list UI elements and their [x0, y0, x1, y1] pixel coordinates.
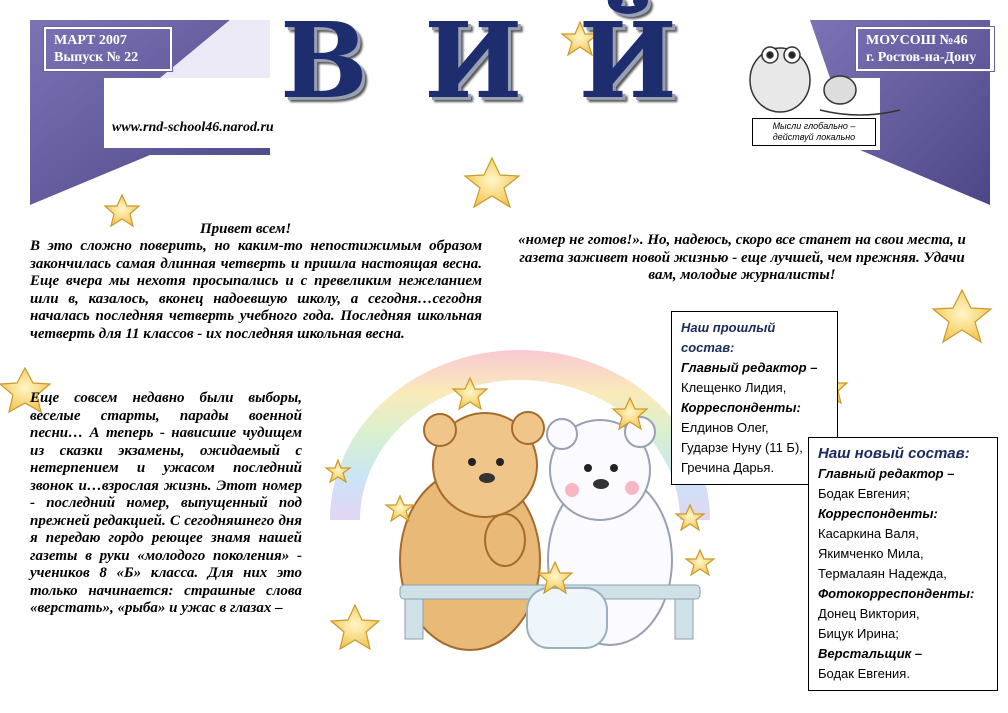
- new-correspondent: Якимченко Мила,: [818, 546, 924, 561]
- new-correspondent: Касаркина Валя,: [818, 526, 919, 541]
- issue-info: [44, 27, 172, 71]
- new-staff-heading: Наш новый состав:: [818, 445, 970, 462]
- new-photographer: Бицук Ирина;: [818, 626, 899, 641]
- slogan-line-2: действуй локально: [772, 132, 856, 142]
- new-photographer: Донец Виктория,: [818, 606, 920, 621]
- old-staff-heading: Наш прошлый состав:: [681, 320, 776, 355]
- old-editor-name: Клещенко Лидия,: [681, 380, 787, 395]
- article-column-2: «номер не готов!». Но, надеюсь, скоро все станет на свои места, и газета заживет новой жизнью - еще лучшей, чем прежняя. Удачи вам, молодые журналисты!: [518, 232, 966, 283]
- slogan-box: [752, 118, 876, 146]
- issue-date: МАРТ 2007: [54, 33, 127, 48]
- issue-number: Выпуск № 22: [54, 50, 139, 65]
- website-link[interactable]: www.rnd-school46.narod.ru: [112, 120, 274, 135]
- old-editor-role: Главный редактор –: [681, 360, 818, 375]
- old-correspondent: Елдинов Олег,: [681, 420, 769, 435]
- article-greeting: Привет всем!: [200, 221, 292, 237]
- school-city: г. Ростов-на-Дону: [866, 50, 977, 65]
- new-layout-name: Бодак Евгения.: [818, 666, 910, 681]
- new-photographers-role: Фотокорреспонденты:: [818, 586, 975, 601]
- old-correspondents-role: Корреспонденты:: [681, 400, 801, 415]
- old-correspondent: Гударзе Нуну (11 Б),: [681, 440, 803, 455]
- school-name: МОУСОШ №46: [866, 33, 968, 48]
- new-layout-role: Верстальщик –: [818, 646, 923, 661]
- new-correspondents-role: Корреспонденты:: [818, 506, 938, 521]
- school-info: [856, 27, 994, 71]
- article-column-1-bottom: Еще совсем недавно были выборы, веселые старты, парады военной песни… А теперь - нависшие чудищем из сказки экзамены, ожидаемый с нетерпением и ужасом последний звонок и…взрослая жизнь. Этот номер - последний номер, выпущенный под прежней редакцией. С сегодняшнего дня я передаю гордо реющее знамя нашей газеты в руки «молодого поколения» - ученикoв 8 «Б» класса. Для них это только начинается: страшные слова «верстать», «рыба» и ужас в глазах –: [30, 390, 302, 616]
- article-column-1-top: В это сложно поверить, но каким-то непостижимым образом закончилась самая длинная четверть и пришла настоящая весна. Еще вчера мы нехотя просыпались и с превеликим нежеланием шли в, казалось, вконец надоевшую школу, а сегодня…сегодня началась последняя четверть учебного года. Последняя школьная четверть для 11 классов - их последняя школьная весна.: [30, 238, 482, 342]
- old-correspondent: Гречина Дарья.: [681, 460, 775, 475]
- slogan-line-1: Мысли глобально –: [772, 121, 856, 131]
- new-correspondent: Термалаян Надежда,: [818, 566, 947, 581]
- newspaper-title: В И Й: [280, 0, 687, 122]
- new-staff-box: [808, 437, 998, 691]
- new-editor-name: Бодак Евгения;: [818, 486, 910, 501]
- new-editor-role: Главный редактор –: [818, 466, 955, 481]
